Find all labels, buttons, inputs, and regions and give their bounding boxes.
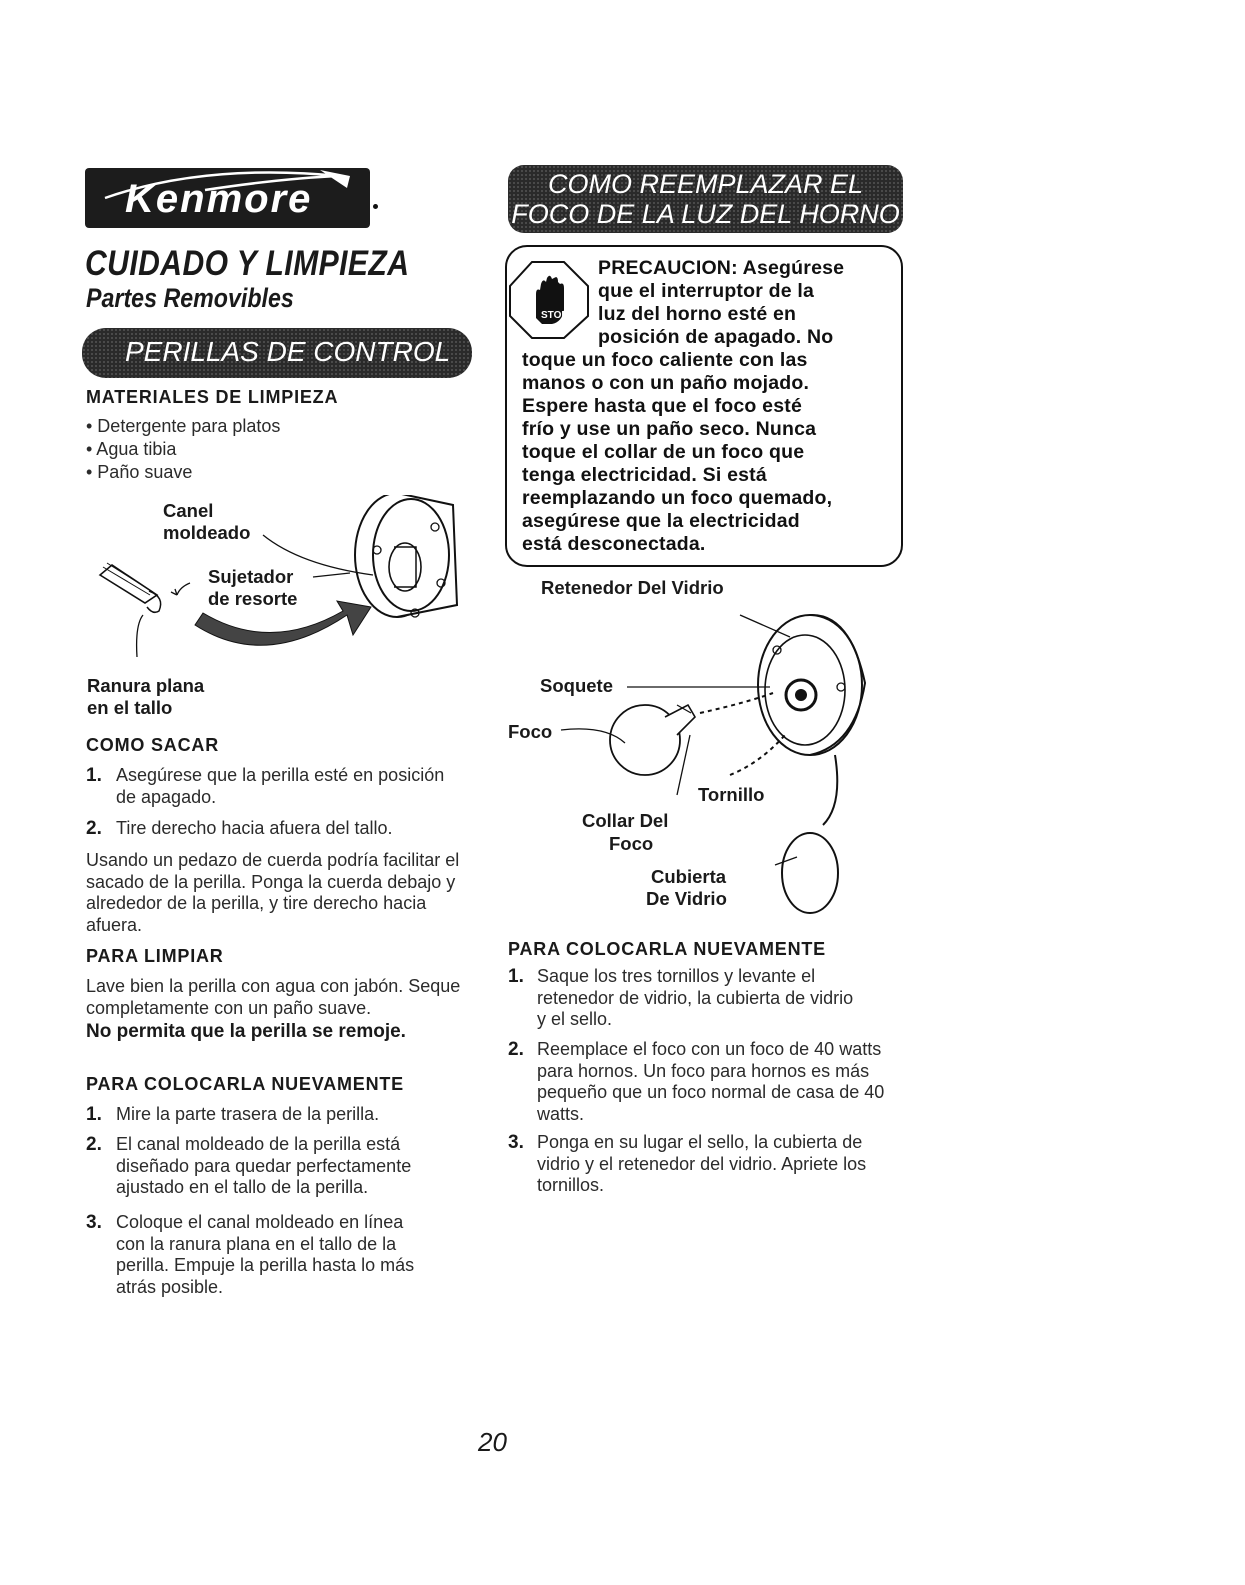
warning-line: tenga electricidad. Si está: [522, 464, 767, 486]
list-item: [86, 1104, 466, 1129]
page-number: 20: [478, 1427, 507, 1457]
warning-line: Espere hasta que el foco esté: [522, 395, 802, 417]
warning-line: PRECAUCION: Asegúrese: [598, 257, 845, 279]
diagram-label-cubierta: Cubierta: [651, 866, 727, 887]
para-limpiar-text: Lave bien la perilla con agua con jabón. Seque completamente con un paño suave.: [86, 976, 461, 1018]
diagram-label-retenedor: Retenedor Del Vidrio: [541, 577, 724, 598]
step-text: Tire derecho hacia afuera del tallo.: [116, 818, 393, 838]
warning-line: reemplazando un foco quemado,: [522, 487, 833, 509]
diagram-label-foco: Foco: [508, 721, 553, 742]
list-item: [508, 1039, 888, 1129]
list-item: [86, 765, 466, 815]
como-sacar-heading: COMO SACAR: [86, 735, 219, 755]
step-number: 3.: [508, 1132, 524, 1153]
step-number: 3.: [86, 1212, 102, 1233]
step-number: 2.: [86, 1134, 102, 1155]
warning-line: frío y use un paño seco. Nunca: [522, 418, 817, 440]
stop-label: STOP: [541, 310, 569, 321]
warning-line: asegúrese que la electricidad: [522, 510, 800, 532]
diagram-label-canal: moldeado: [163, 522, 251, 543]
page-title: CUIDADO Y LIMPIEZA: [85, 244, 410, 283]
logo-text: Kenmore: [125, 177, 313, 221]
step-text: Asegúrese que la perilla esté en posición de apagado.: [116, 765, 445, 807]
para-colocarla-heading: PARA COLOCARLA NUEVAMENTE: [508, 939, 826, 959]
list-item: [86, 1134, 466, 1204]
diagram-label-collar: Collar Del: [582, 810, 669, 831]
kenmore-logo: [85, 168, 370, 228]
step-number: 1.: [508, 966, 524, 987]
page-subtitle: Partes Removibles: [86, 283, 294, 313]
list-item: [508, 966, 888, 1036]
step-text: Reemplace el foco con un foco de 40 watts para hornos. Un foco para hornos es más pequeño que un foco normal de casa de 40 watts.: [537, 1039, 885, 1124]
banner-label: FOCO DE LA LUZ DEL HORNO: [511, 199, 900, 229]
diagram-label-sujetador: de resorte: [208, 588, 298, 609]
list-item: [86, 818, 466, 843]
diagram-label-ranura: en el tallo: [87, 697, 173, 718]
warning-line: que el interruptor de la: [598, 280, 815, 302]
step-number: 1.: [86, 765, 102, 786]
warning-line: luz del horno esté en: [598, 303, 797, 325]
para-limpiar-heading: PARA LIMPIAR: [86, 946, 224, 966]
stop-hand-icon: [508, 260, 592, 340]
diagram-label-soquete: Soquete: [540, 675, 613, 696]
step-number: 2.: [86, 818, 102, 839]
banner-label: PERILLAS DE CONTROL: [125, 336, 451, 367]
materials-heading: MATERIALES DE LIMPIEZA: [86, 387, 339, 407]
warning-line: toque un foco caliente con las: [522, 349, 808, 371]
warning-line: posición de apagado. No: [598, 326, 834, 348]
warning-line: está desconectada.: [522, 533, 706, 555]
diagram-label-cubierta: De Vidrio: [646, 888, 727, 909]
diagram-label-canal: Canel: [163, 500, 214, 521]
step-number: 2.: [508, 1039, 524, 1060]
banner-label: COMO REEMPLAZAR EL: [547, 169, 864, 199]
list-item: [86, 1212, 466, 1302]
diagram-label-sujetador: Sujetador: [208, 566, 294, 587]
step-text: Saque los tres tornillos y levante el retenedor de vidrio, la cubierta de vidrio y el sello.: [537, 966, 854, 1029]
section-banner-foco: [508, 165, 903, 233]
diagram-label-ranura: Ranura plana: [87, 675, 205, 696]
como-sacar-note: Usando un pedazo de cuerda podría facilitar el sacado de la perilla. Ponga la cuerda debajo y alrededor de la perilla, y tire derecho hacia afuera.: [86, 850, 460, 935]
para-colocarla-heading: PARA COLOCARLA NUEVAMENTE: [86, 1074, 404, 1094]
step-text: Ponga en su lugar el sello, la cubierta de vidrio y el retenedor del vidrio. Apriete los tornillos.: [537, 1132, 867, 1195]
list-item: • Paño suave: [86, 462, 193, 482]
list-item: • Detergente para platos: [86, 416, 281, 436]
warning-line: manos o con un paño mojado.: [522, 372, 810, 394]
logo-dot: [373, 204, 378, 209]
step-text: El canal moldeado de la perilla está diseñado para quedar perfectamente ajustado en el tallo de la perilla.: [116, 1134, 412, 1197]
diagram-label-tornillo: Tornillo: [698, 784, 765, 805]
list-item: [508, 1132, 888, 1202]
warning-line: toque el collar de un foco que: [522, 441, 805, 463]
diagram-label-collar: Foco: [609, 833, 654, 854]
para-limpiar-warning: No permita que la perilla se remoje.: [86, 1021, 406, 1042]
step-number: 1.: [86, 1104, 102, 1125]
step-text: Coloque el canal moldeado en línea con la ranura plana en el tallo de la perilla. Empuje la perilla hasta lo más atrás posible.: [116, 1212, 415, 1297]
section-banner-perillas: [82, 328, 472, 378]
step-text: Mire la parte trasera de la perilla.: [116, 1104, 380, 1124]
list-item: • Agua tibia: [86, 439, 177, 459]
